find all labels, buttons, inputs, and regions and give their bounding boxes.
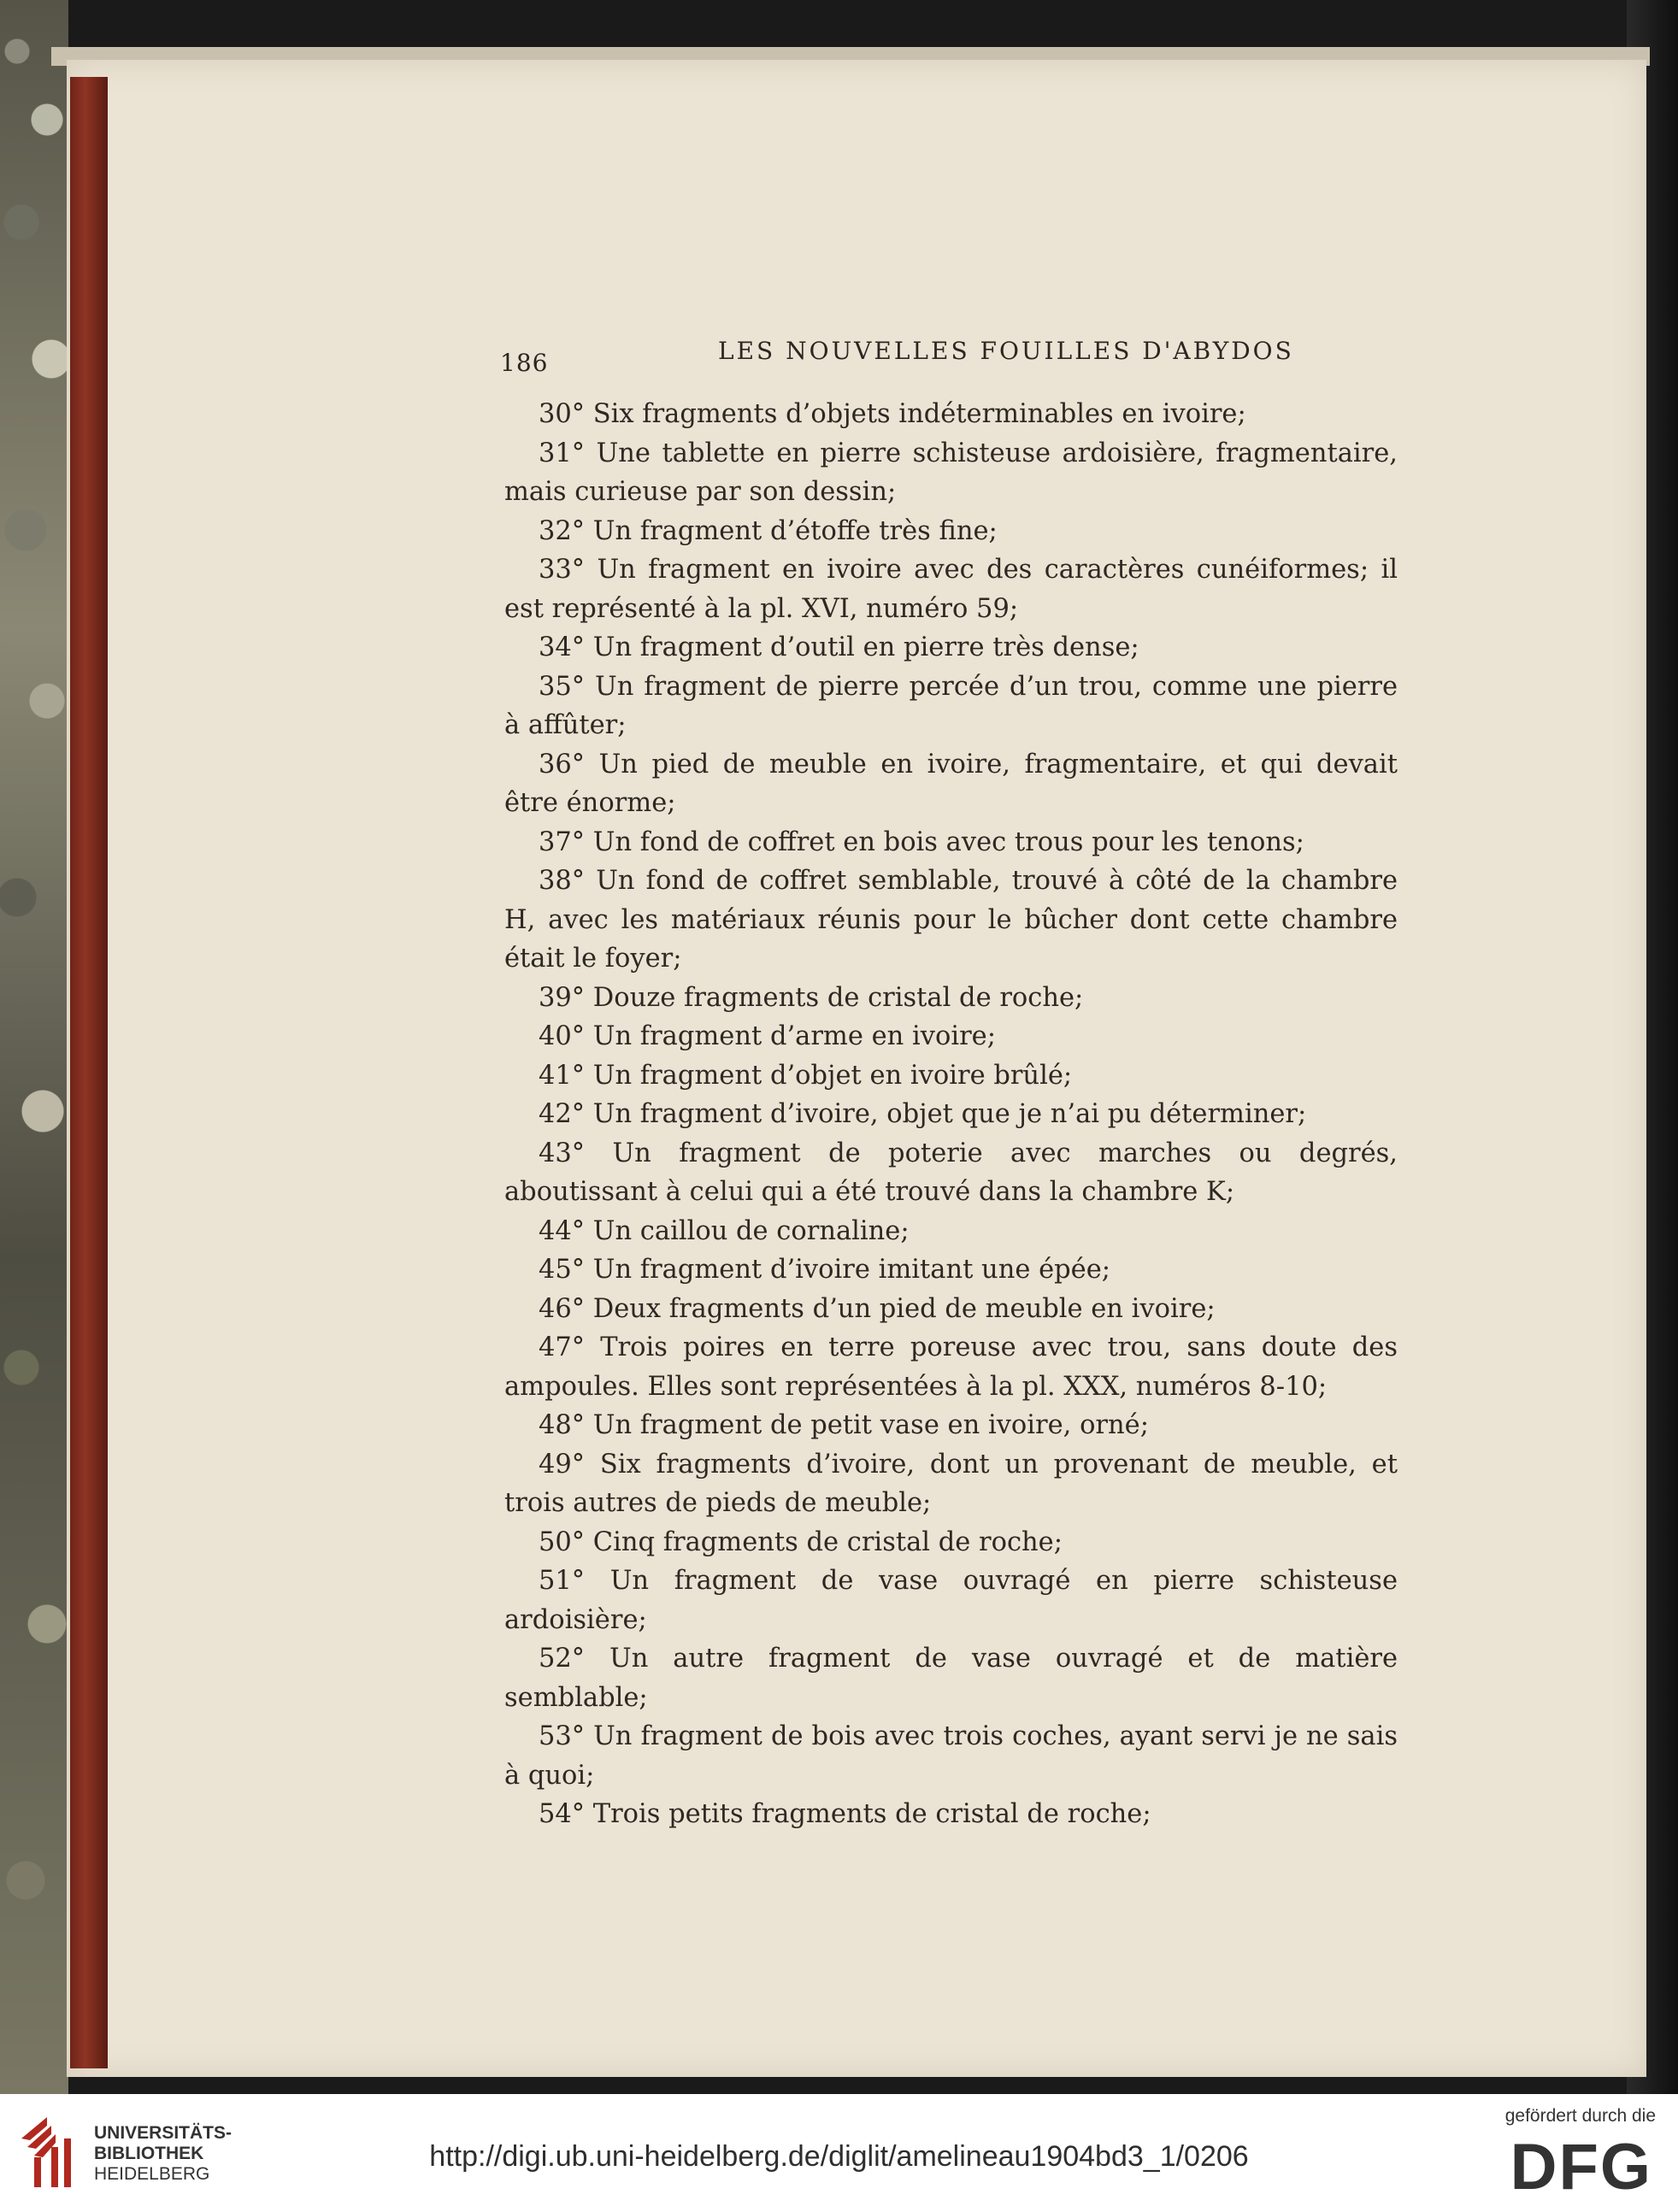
list-item: 50° Cinq fragments de cristal de roche; [539, 1527, 1063, 1557]
list-item: 34° Un fragment d’outil en pierre très dense; [539, 632, 1139, 662]
running-title: LES NOUVELLES FOUILLES D'ABYDOS [718, 337, 1294, 365]
list-item: 35° Un fragment de pierre percée d’un trou, comme une pierre à affûter; [504, 671, 1398, 740]
list-item: 32° Un fragment d’étoffe très fine; [539, 515, 998, 546]
page-number: 186 [500, 349, 549, 377]
list-item: 41° Un fragment d’objet en ivoire brûlé; [539, 1060, 1073, 1091]
list-item: 30° Six fragments d’objets indéterminables en ivoire; [539, 399, 1246, 429]
list-item: 46° Deux fragments d’un pied de meuble en ivoire; [539, 1293, 1216, 1324]
list-item: 42° Un fragment d’ivoire, objet que je n’ai pu déterminer; [539, 1099, 1307, 1129]
marbled-endpaper [0, 0, 68, 2094]
library-name-line2: BIBLIOTHEK [94, 2144, 204, 2163]
list-item: 39° Douze fragments de cristal de roche; [539, 982, 1084, 1013]
list-item: 53° Un fragment de bois avec trois coches, ayant servi je ne sais à quoi; [504, 1721, 1398, 1791]
funded-by-label: gefördert durch die [1504, 2106, 1656, 2126]
page-red-edge [70, 77, 108, 2068]
library-name-line1: UNIVERSITÄTS- [94, 2123, 233, 2143]
list-item: 48° Un fragment de petit vase en ivoire, orné; [539, 1410, 1149, 1440]
list-item: 33° Un fragment en ivoire avec des caractères cunéiformes; il est représenté à la pl. XVI, numéro 59; [504, 555, 1398, 624]
footer-bar [0, 2094, 1678, 2212]
inventory-list [504, 395, 1398, 1834]
list-item: 51° Un fragment de vase ouvragé en pierre schisteuse ardoisière; [504, 1566, 1398, 1635]
list-item: 49° Six fragments d’ivoire, dont un provenant de meuble, et trois autres de pieds de meuble; [504, 1449, 1398, 1518]
list-item: 54° Trois petits fragments de cristal de roche; [539, 1799, 1151, 1829]
dfg-logo: DFG [1510, 2131, 1652, 2203]
list-item: 47° Trois poires en terre poreuse avec trou, sans doute des ampoules. Elles sont représentées à la pl. XXX, numéros 8-10; [504, 1332, 1398, 1402]
list-item: 44° Un caillou de cornaline; [539, 1215, 910, 1246]
list-item: 43° Un fragment de poterie avec marches ou degrés, aboutissant à celui qui a été trouvé dans la chambre K; [504, 1138, 1398, 1207]
list-item: 36° Un pied de meuble en ivoire, fragmentaire, et qui devait être énorme; [504, 749, 1398, 818]
list-item: 37° Un fond de coffret en bois avec trous pour les tenons; [539, 827, 1304, 857]
library-name-line3: HEIDELBERG [94, 2164, 210, 2184]
list-item: 31° Une tablette en pierre schisteuse ardoisière, fragmentaire, mais curieuse par son dessin; [504, 438, 1398, 507]
list-item: 52° Un autre fragment de vase ouvragé et de matière semblable; [504, 1644, 1398, 1713]
list-item: 45° Un fragment d’ivoire imitant une épée; [539, 1255, 1111, 1285]
list-item: 40° Un fragment d’arme en ivoire; [539, 1021, 996, 1051]
list-item: 38° Un fond de coffret semblable, trouvé à côté de la chambre H, avec les matériaux réunis pour le bûcher dont cette chambre était le foyer; [504, 866, 1398, 974]
document-url[interactable]: http://digi.ub.uni-heidelberg.de/diglit/amelineau1904bd3_1/0206 [429, 2140, 1249, 2173]
